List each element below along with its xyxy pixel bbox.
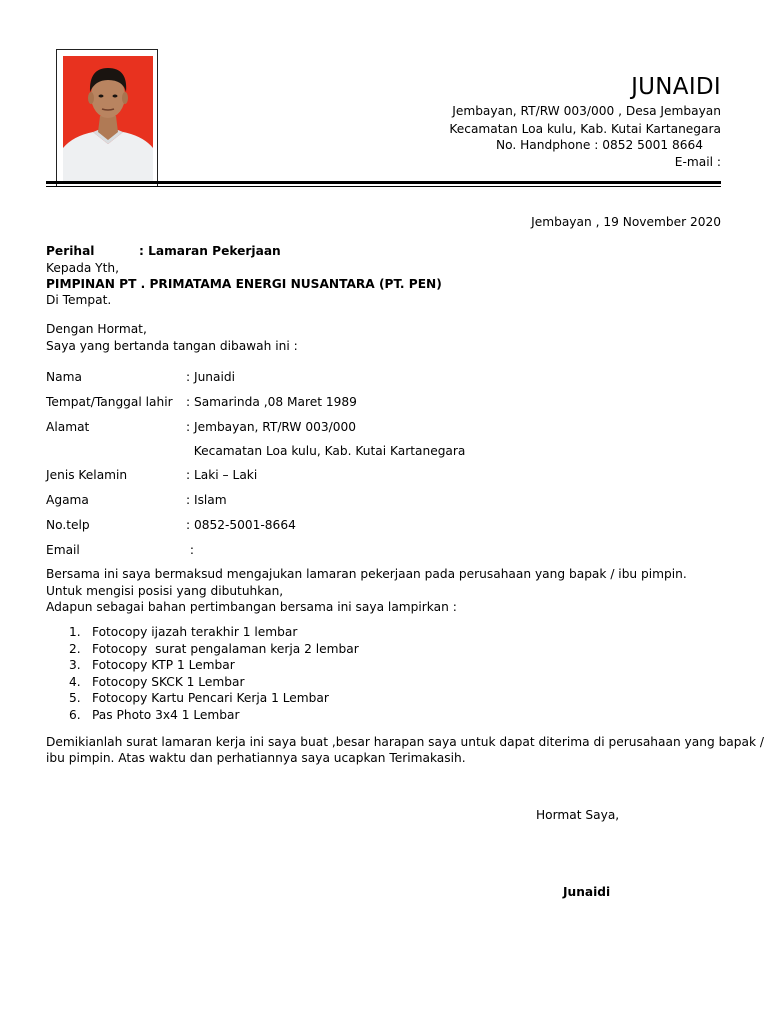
recipient-company: PIMPINAN PT . PRIMATAMA ENERGI NUSANTARA (PT. PEN) xyxy=(46,277,442,291)
recipient-place: Di Tempat. xyxy=(46,293,112,307)
list-item-number: 1. xyxy=(69,625,81,639)
list-item xyxy=(46,690,359,707)
attachments-list xyxy=(46,624,359,723)
header-phone: No. Handphone : 0852 5001 8664 xyxy=(496,138,703,152)
list-item xyxy=(46,641,359,658)
list-item-number: 5. xyxy=(69,691,81,705)
intro-line: Saya yang bertanda tangan dibawah ini : xyxy=(46,339,298,353)
field-label: Tempat/Tanggal lahir xyxy=(46,395,173,409)
list-item-text: Pas Photo 3x4 1 Lembar xyxy=(92,707,240,722)
list-item-text: Fotocopy KTP 1 Lembar xyxy=(92,658,235,672)
signature-greeting: Hormat Saya, xyxy=(536,808,620,822)
signature-name: Junaidi xyxy=(563,885,611,899)
list-item xyxy=(46,707,359,724)
list-item xyxy=(46,624,359,641)
closing-paragraph-line1: Demikianlah surat lamaran kerja ini saya buat ,besar harapan saya untuk dapat diterima di perusahaan yang bapak / xyxy=(46,735,765,749)
field-label: Jenis Kelamin xyxy=(46,468,128,482)
profile-photo xyxy=(63,56,153,181)
header-email: E-mail : xyxy=(674,155,721,169)
profile-photo-frame xyxy=(56,49,158,187)
field-label: Email xyxy=(46,543,80,557)
header-divider-thin xyxy=(46,186,721,187)
list-item-number: 4. xyxy=(69,674,81,689)
list-item-number: 6. xyxy=(69,707,81,722)
letter-date: Jembayan , 19 November 2020 xyxy=(531,215,721,229)
person-portrait-icon xyxy=(63,56,153,181)
field-label: Alamat xyxy=(46,420,90,434)
list-item-text: Fotocopy SKCK 1 Lembar xyxy=(92,674,245,689)
list-item xyxy=(46,657,359,674)
field-label: Agama xyxy=(46,493,89,507)
field-value: : xyxy=(186,543,194,557)
field-value: : Laki – Laki xyxy=(186,468,258,482)
header-address-line2: Kecamatan Loa kulu, Kab. Kutai Kartanegara xyxy=(449,122,721,136)
list-item-number: 2. xyxy=(69,641,81,656)
list-item xyxy=(46,674,359,691)
field-value: : Jembayan, RT/RW 003/000 xyxy=(186,420,356,434)
body-paragraph: Bersama ini saya bermaksud mengajukan lamaran pekerjaan pada perusahaan yang bapak / ibu pimpin. xyxy=(46,567,687,581)
closing-paragraph-line2: ibu pimpin. Atas waktu dan perhatiannya saya ucapkan Terimakasih. xyxy=(46,751,466,765)
field-value: : Islam xyxy=(186,493,227,507)
field-label: Nama xyxy=(46,370,82,384)
subject-label: Perihal xyxy=(46,244,95,258)
list-item-text: Fotocopy Kartu Pencari Kerja 1 Lembar xyxy=(92,691,329,705)
body-paragraph: Untuk mengisi posisi yang dibutuhkan, xyxy=(46,584,284,598)
greeting: Dengan Hormat, xyxy=(46,322,147,336)
header-address-line1: Jembayan, RT/RW 003/000 , Desa Jembayan xyxy=(452,104,721,118)
field-value: : Samarinda ,08 Maret 1989 xyxy=(186,395,357,409)
list-item-number: 3. xyxy=(69,658,81,672)
applicant-name-title: JUNAIDI xyxy=(631,74,721,100)
recipient-salutation: Kepada Yth, xyxy=(46,261,119,275)
field-value-continued: Kecamatan Loa kulu, Kab. Kutai Kartanegara xyxy=(186,444,466,458)
subject-value: : Lamaran Pekerjaan xyxy=(139,244,281,258)
field-value: : Junaidi xyxy=(186,370,235,384)
field-value: : 0852-5001-8664 xyxy=(186,518,296,532)
field-label: No.telp xyxy=(46,518,90,532)
header-divider-thick xyxy=(46,181,721,184)
body-paragraph: Adapun sebagai bahan pertimbangan bersama ini saya lampirkan : xyxy=(46,600,457,614)
list-item-text: Fotocopy surat pengalaman kerja 2 lembar xyxy=(92,641,359,656)
list-item-text: Fotocopy ijazah terakhir 1 lembar xyxy=(92,625,298,639)
